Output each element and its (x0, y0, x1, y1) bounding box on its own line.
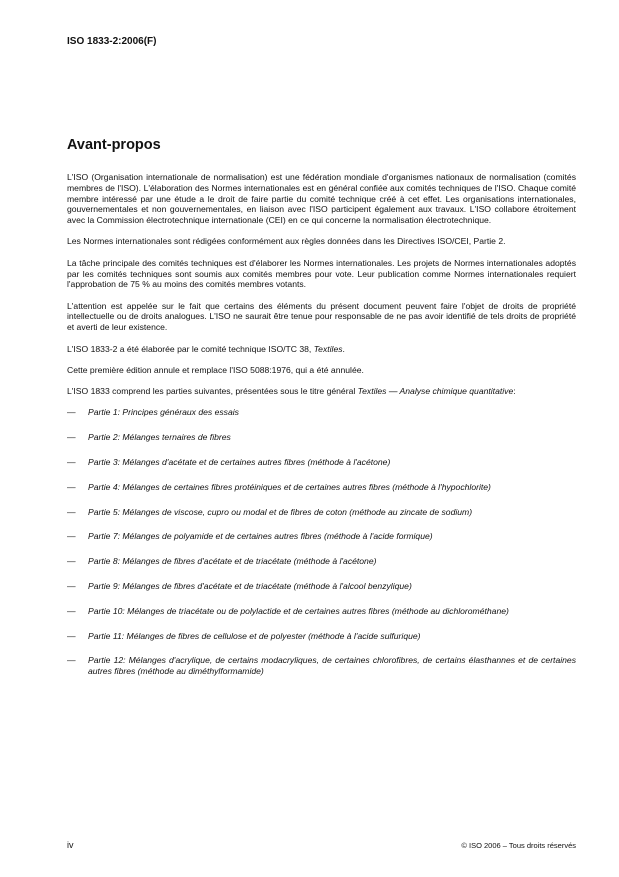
part-title: Partie 7: Mélanges de polyamide et de certaines autres fibres (méthode à l'acide formique) (88, 531, 433, 542)
list-item (67, 606, 576, 617)
list-item (67, 556, 576, 567)
list-item (67, 457, 576, 468)
prepared-by-end: . (342, 343, 345, 354)
general-title: Textiles — Analyse chimique quantitative (357, 386, 514, 397)
dash-bullet: — (67, 457, 76, 468)
cancels-paragraph: Cette première édition annule et remplace l'ISO 5088:1976, qui a été annulée. (67, 364, 364, 375)
dash-bullet: — (67, 407, 76, 418)
part-title: Partie 4: Mélanges de certaines fibres protéiniques et de certaines autres fibres (méthode à l'hypochlorite) (88, 481, 491, 492)
dash-bullet: — (67, 506, 76, 517)
dash-bullet: — (67, 481, 76, 492)
list-item (67, 655, 576, 677)
paragraph: L'ISO (Organisation internationale de normalisation) est une fédération mondiale d'organismes nationaux de normalisation (comités membres de l'ISO). L'élaboration des Normes internationales est en général confiée aux comités techniques de l'ISO. Chaque comité membre intéressé par une étude a le droit de faire partie du comité technique créé à cet effet. Les organisations internationales, gouvernementales et non gouvernementales, en liaison avec l'ISO participent également aux travaux. L'ISO collabore étroitement avec la Commission électrotechnique internationale (CEI) en ce qui concerne la normalisation électrotechnique. (67, 172, 576, 226)
part-title: Partie 12: Mélanges d'acrylique, de certains modacryliques, de certaines chlorofibres, de certains élasthannes et de certaines autres fibres (méthode au diméthylformamide) (88, 655, 576, 677)
dash-bullet: — (67, 556, 76, 567)
dash-bullet: — (67, 605, 76, 616)
committee-name: Textiles (313, 343, 343, 354)
parts-intro-end: : (513, 386, 516, 397)
parts-intro-paragraph (67, 386, 576, 397)
list-item (67, 531, 576, 542)
dash-bullet: — (67, 655, 76, 666)
copyright-notice: © ISO 2006 – Tous droits réservés (461, 841, 576, 850)
prepared-by-text: L'ISO 1833-2 a été élaborée par le comité technique ISO/TC 38, (67, 343, 314, 354)
parts-intro-text: L'ISO 1833 comprend les parties suivantes, présentées sous le titre général (67, 386, 358, 397)
paragraph: L'attention est appelée sur le fait que certains des éléments du présent document peuvent faire l'objet de droits de propriété intellectuelle ou de droits analogues. L'ISO ne saurait être tenue pour responsable de ne pas avoir identifié de tels droits de propriété et averti de leur existence. (67, 300, 576, 333)
part-title: Partie 1: Principes généraux des essais (88, 407, 239, 418)
dash-bullet: — (67, 432, 76, 443)
dash-bullet: — (67, 581, 76, 592)
part-title: Partie 11: Mélanges de fibres de cellulose et de polyester (méthode à l'acide sulfurique) (88, 630, 421, 641)
parts-list (67, 407, 576, 677)
part-title: Partie 8: Mélanges de fibres d'acétate et de triacétate (méthode à l'acétone) (88, 556, 377, 567)
list-item (67, 432, 576, 443)
paragraph: Les Normes internationales sont rédigées conformément aux règles données dans les Directives ISO/CEI, Partie 2. (67, 236, 506, 247)
paragraph: La tâche principale des comités techniques est d'élaborer les Normes internationales. Les projets de Normes internationales adoptés par les comités techniques sont soumis aux comités membres pour vote. Leur publication comme Normes internationales requiert l'approbation de 75 % au moins des comités membres votants. (67, 257, 576, 290)
dash-bullet: — (67, 531, 76, 542)
document-body (67, 172, 576, 691)
page-number: iv (67, 840, 74, 850)
part-title: Partie 3: Mélanges d'acétate et de certaines autres fibres (méthode à l'acétone) (88, 457, 391, 468)
part-title: Partie 2: Mélanges ternaires de fibres (88, 432, 231, 443)
dash-bullet: — (67, 630, 76, 641)
part-title: Partie 9: Mélanges de fibres d'acétate et de triacétate (méthode à l'alcool benzylique) (88, 581, 412, 592)
list-item (67, 482, 576, 493)
list-item (67, 581, 576, 592)
page-title: Avant-propos (67, 137, 161, 153)
list-item (67, 407, 576, 418)
part-title: Partie 5: Mélanges de viscose, cupro ou modal et de fibres de coton (méthode au zincate de sodium) (88, 506, 473, 517)
part-title: Partie 10: Mélanges de triacétate ou de polylactide et de certaines autres fibres (méthode au dichlorométhane) (88, 605, 509, 616)
document-header: ISO 1833-2:2006(F) (67, 36, 157, 47)
prepared-by-paragraph (67, 344, 576, 355)
list-item (67, 507, 576, 518)
list-item (67, 631, 576, 642)
